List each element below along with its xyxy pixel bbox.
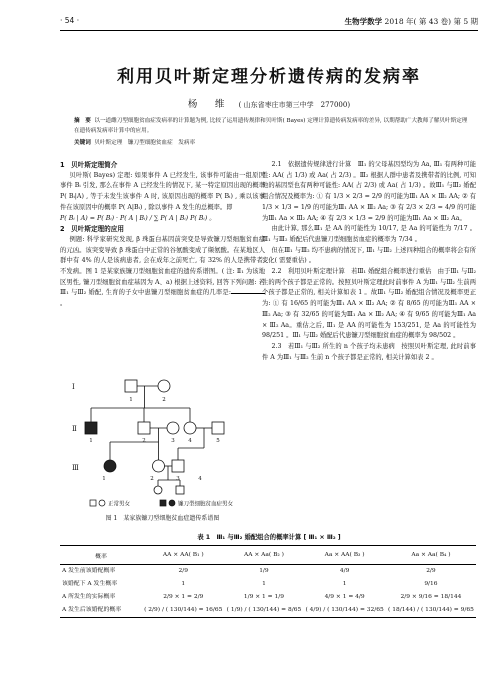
gen3-male-3	[172, 460, 184, 472]
gen2-female-3	[167, 422, 179, 434]
table-row	[60, 578, 476, 591]
gen1-female-2	[158, 380, 170, 392]
legend-normal-male-icon	[90, 500, 96, 506]
gen3-affected-female-1	[104, 460, 116, 472]
table-header: AA × AA( B₁ )	[142, 546, 225, 565]
page-number: · 54 ·	[60, 16, 80, 25]
legend-affected-male-icon	[160, 500, 166, 506]
section-2-3-text: 2.3 若Ⅲ₁ 与Ⅲ₂ 所生的 n 个孩子均未患病 按照贝叶斯定理, 此时前事件 A 为Ⅲ₁ 与Ⅲ₂ 生前 n 个孩子都是正常的, 相关计算如表 2 。	[262, 342, 476, 361]
answer-blank-end: 。	[60, 300, 67, 308]
probability-table	[60, 545, 476, 618]
figure-caption: 图 1 某家族镰刀型细胞贫血症遗传系谱图	[105, 515, 220, 522]
keywords-label: 关键词	[74, 140, 91, 146]
keywords-text: 贝叶斯定理 镰刀型细胞贫血症 发病率	[94, 140, 196, 146]
legend-affected-label: 镰刀型细胞贫血症男女	[178, 501, 234, 508]
legend-affected-female-icon	[169, 500, 175, 506]
header-rule	[60, 30, 478, 31]
table-row	[60, 565, 476, 579]
example-text	[60, 235, 265, 310]
answer-blank	[231, 293, 265, 294]
table-cell: ( 1/9) / ( 130/144) = 8/65	[225, 604, 304, 618]
gen1-number: 2	[162, 397, 166, 403]
table-row	[60, 604, 476, 618]
table-cell: 9/16	[424, 581, 438, 587]
journal-name: 生物学数学	[344, 17, 383, 26]
left-column	[60, 160, 265, 310]
table-cell: 1	[262, 581, 266, 587]
gen1-male-1	[125, 380, 137, 392]
table-row	[60, 591, 476, 604]
gen-label-1: Ⅰ	[72, 383, 75, 391]
table-cell: 1	[342, 581, 347, 587]
pedigree-diagram	[60, 368, 265, 510]
table-cell: 1/9	[259, 568, 269, 574]
table-cell: ( 2/9) / ( 130/144) = 16/65	[142, 604, 225, 618]
pedigree-figure	[60, 368, 265, 510]
gen2-number: 2	[142, 438, 146, 444]
section-1-heading: 1 贝叶斯定理简介	[60, 161, 118, 169]
journal-issue: 2018 年( 第 43 卷) 第 5 期	[384, 17, 478, 26]
gen3-number: 4	[198, 476, 202, 482]
gen4-child-2	[176, 486, 184, 494]
gen4-child-1	[154, 486, 162, 494]
gen2-number: 3	[171, 438, 175, 444]
running-header	[60, 16, 478, 30]
gen3-number: 1	[102, 476, 106, 482]
table-cell: 1/9 × 1 = 1/9	[243, 594, 284, 600]
section-2-1-conclusion: 由此计算, 那么Ⅲ₁ 是 AA 的可能性为 10/17, 是 Aa 的可能性为 7/17 。Ⅲ₁ 与Ⅲ₂ 婚配后代患镰刀型细胞贫血症的概率为 7/34 。	[262, 225, 476, 243]
gen3-number: 2	[150, 476, 154, 482]
table-cell: ( 18/144) / ( 130/144) = 9/65	[386, 604, 476, 618]
table-cell: 2/9 × 9/16 = 18/144	[400, 594, 462, 600]
example-body: 例题: 科学家研究发现, β 珠蛋白基因前突变是导致镰刀型细胞贫血症的元凶。该突变导致 β 珠蛋白中正常的谷氨酸变成了缬氨酸。在某地区人群中有 4% 的人是该病患者, 会在成年之前死亡, 有 32% 的人是携带者, 不发病。图 1 是某家族镰刀型细胞贫血症的遗传系谱图。( 注: Ⅱ₁ 为该地区男性, 镰刀型细胞贫血症基因为 A、a) 根据上述资料, 回答下列问题: 若Ⅲ₁ 与Ⅲ₂ 婚配, 生育的子女中患镰刀型细胞贫血症的几率是:	[60, 235, 265, 297]
abstract	[74, 116, 468, 136]
section-2-heading: 2 贝叶斯定理的应用	[60, 225, 124, 234]
gen-label-3: Ⅲ	[72, 464, 79, 472]
table-header: 概率	[60, 546, 142, 565]
gen2-male-2	[138, 422, 150, 434]
row-label: A 发生前该婚配概率	[62, 568, 116, 574]
table-cell: 1	[181, 581, 186, 587]
gen2-female-4	[184, 422, 196, 434]
gen1-number: 1	[129, 397, 133, 403]
abstract-label: 摘 要	[74, 118, 91, 124]
gen-label-2: Ⅱ	[72, 425, 77, 433]
gen3-female-2	[153, 460, 165, 472]
author-affiliation: ( 山东省枣庄市第三中学 277000)	[238, 101, 351, 109]
bayes-formula: P( Bᵢ | A) = P( Bᵢ) · P( A | Bᵢ) / ∑ P( A | Bᵢ) P( Bᵢ) 。	[60, 214, 216, 222]
table-header: Aa × Aa( B₄ )	[386, 546, 476, 565]
table-cell: ( 4/9) / ( 130/144) = 32/65	[303, 604, 386, 618]
gen2-number: 4	[188, 438, 192, 444]
gen2-number: 5	[216, 438, 220, 444]
legend-normal-label: 正常男女	[108, 501, 131, 508]
legend-normal-female-icon	[99, 500, 105, 506]
row-label: A 所发生的实际概率	[62, 594, 116, 600]
table-caption: 表 1 Ⅲ₁ 与Ⅲ₂ 婚配组合的概率计算 [ Ⅲ₁ × Ⅲ₂ ]	[197, 534, 341, 541]
table-cell: 2/9	[178, 568, 189, 574]
gen2-affected-male-1	[85, 422, 97, 434]
author-name: 杨 维	[187, 99, 229, 110]
gen2-male-5	[212, 422, 224, 434]
keywords	[74, 138, 468, 146]
section-2-1-note: 但在Ⅲ₁ 与Ⅲ₂ 均不患病的情况下, Ⅲ₁ 与Ⅲ₂ 上述四种组合的概率将会有所变化( 需要重估) 。	[262, 246, 476, 265]
table-cell: 4/9	[339, 568, 350, 574]
section-2-1-text: 2.1 依据遗传规律进行计算 Ⅲ₁ 的父母基因型均为 Aa, Ⅲ₁ 有两种可能性: AA( 占 1/3) 或 Aa( 占 2/3) 。Ⅲ₂ 根据人群中患者及携带者的比例, 可知他的基因型也有两种可能性: AA( 占 2/3) 或 Aa( 占 1/3) 。故Ⅲ₁ 与Ⅲ₂ 婚配组合情况及概率为: ① 有 1/3 × 2/3 = 2/9 的可能为Ⅲ₁ AA × Ⅲ₂ AA; ② 有 1/3 × 1/3 = 1/9 的可能为Ⅲ₁ AA × Ⅲ₂ Aa; ③ 有 2/3 × 2/3 = 4/9 的可能为Ⅲ₁ Aa × Ⅲ₂ AA; ④ 有 2/3 × 1/3 = 2/9 的可能为Ⅲ₁ Aa × Ⅲ₂ Aa。	[262, 161, 476, 222]
table-cell: 2/9 × 1 = 2/9	[163, 594, 204, 600]
table-cell: 4/9 × 1 = 4/9	[324, 594, 365, 600]
row-label: 该婚配下 A 发生概率	[62, 581, 118, 587]
section-2-2-text: 2.2 利用贝叶斯定理计算 若Ⅲ₁ 婚配组合概率进行重估 由于Ⅲ₁ 与Ⅲ₂ 生的两个孩子都是正常的。按照贝叶斯定理此时前事件 A 为Ⅲ₁ 与Ⅲ₂ 生前两个孩子都是正常的, 相关计算如表 1 。故Ⅲ₁ 与Ⅲ₂ 婚配组合情况及概率更正为: ① 有 16/65 的可能为Ⅲ₁ AA × Ⅲ₂ AA; ② 有 8/65 的可能为Ⅲ₁ AA × Ⅲ₂ Aa; ③ 有 32/65 的可能为Ⅲ₁ Aa × Ⅲ₂ AA; ④ 有 9/65 的可能为Ⅲ₁ Aa × Ⅲ₂ Aa。重估之后, Ⅲ₁ 是 AA 的可能性为 153/251, 是 Aa 的可能性为 98/251 。Ⅲ₁ 与Ⅲ₂ 婚配后代患镰刀型细胞贫血症的概率为 98/502 。	[262, 268, 476, 340]
table-header: Aa × AA( B₃ )	[303, 546, 386, 565]
journal-info	[345, 16, 478, 27]
abstract-text: 以一道雌刀型细胞贫血症发病率的计算题为例, 比较了运用遗传规律和贝叶斯( Bayes) 定理计算遗传病发病率的差异, 以期帮助广大教师了解贝叶斯定理在遗传病发病率计算中的应用。	[74, 118, 468, 134]
table-cell: 2/9	[426, 568, 436, 574]
gen3-number: 3	[176, 476, 180, 482]
author-line	[60, 96, 478, 110]
right-column	[262, 160, 476, 363]
table-header-row	[60, 546, 476, 565]
gen2-number: 1	[89, 438, 93, 444]
row-label: A 发生后该婚配的概率	[60, 604, 142, 618]
article-title: 利用贝叶斯定理分析遗传病的发病率	[117, 67, 421, 87]
table-header: AA × Aa( B₂ )	[225, 546, 304, 565]
section-1-text: 贝叶斯( Bayes) 定理: 如果事件 A 已经发生, 该事件可能由一组原因事件 Bᵢ 引发, 那么在事件 A 已经发生的情况下, 某一特定原因出现的概率 P( Bᵢ|A) , 等于未发生该事件 A 时, 该原因出现的概率 P( Bᵢ) , 乘以该事件在该原因中的概率 P( A|Bᵢ) , 除以事件 A 发生的总概率。即	[60, 171, 265, 211]
